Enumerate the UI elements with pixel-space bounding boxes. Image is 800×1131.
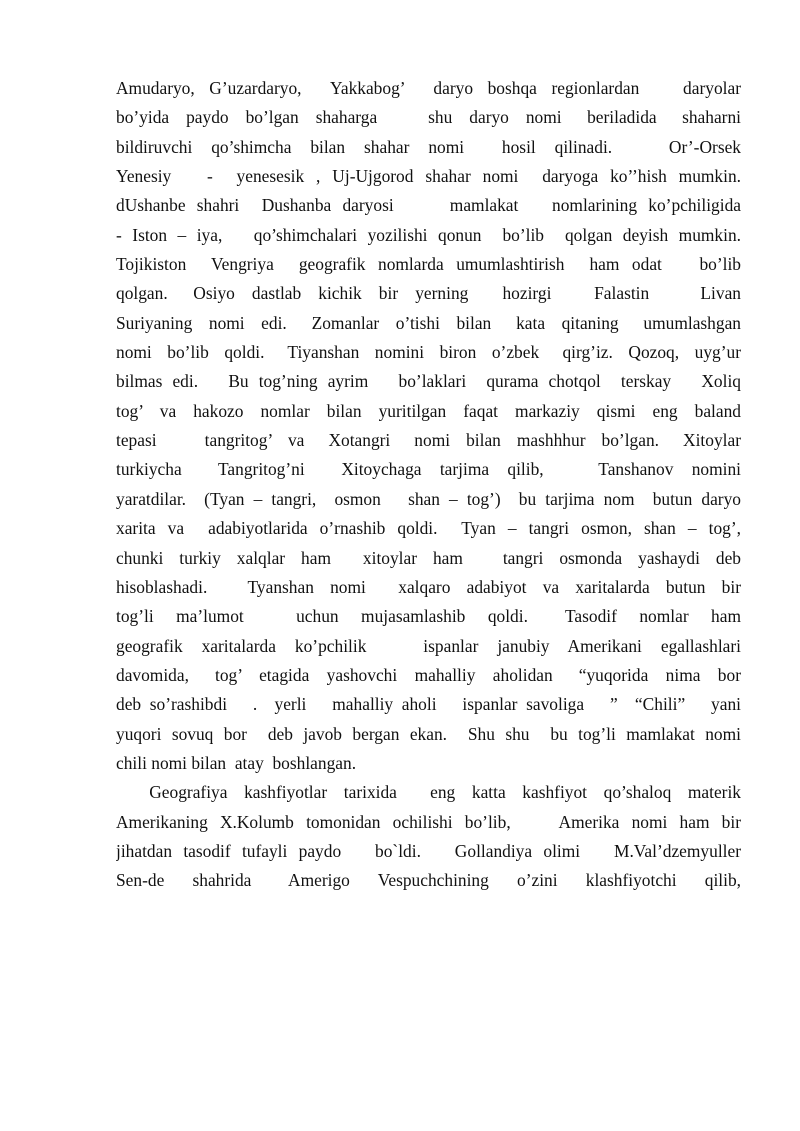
text-line: qolgan. Osiyo dastlab kichik bir yerning hozirgi Falastin Livan: [116, 283, 741, 304]
text-line: yuqori sovuq bor deb javob bergan ekan. Shu shu bu tog’li mamlakat nomi: [116, 723, 741, 744]
text-line: dUshanbe shahri Dushanba daryosi mamlakat nomlarining ko’pchiligida: [116, 195, 741, 216]
text-line: davomida, tog’ etagida yashovchi mahalliy aholidan “yuqorida nima bor: [116, 664, 741, 685]
text-line: Tojikiston Vengriya geografik nomlarda umumlashtirish ham odat bo’lib: [116, 254, 741, 275]
text-line: nomi bo’lib qoldi. Tiyanshan nomini biron o’zbek qirg’iz. Qozoq, uyg’ur: [116, 342, 741, 363]
text-line: deb so’rashibdi . yerli mahalliy aholi ispanlar savoliga ” “Chili” yani: [116, 694, 741, 715]
text-line: geografik xaritalarda ko’pchilik ispanlar janubiy Amerikani egallashlari: [116, 635, 741, 656]
text-line: Yenesiy - yenesesik , Uj-Ujgorod shahar nomi daryoga ko’’hish mumkin.: [116, 166, 741, 187]
text-line: bo’yida paydo bo’lgan shaharga shu daryo nomi beriladida shaharni: [116, 107, 741, 128]
text-line: tog’ va hakozo nomlar bilan yuritilgan faqat markaziy qismi eng baland: [116, 400, 741, 421]
text-line: Sen-de shahrida Amerigo Vespuchchining o’zini klashfiyotchi qilib,: [116, 870, 741, 891]
text-line: bildiruvchi qo’shimcha bilan shahar nomi hosil qilinadi. Or’-Orsek: [116, 136, 741, 157]
text-line: Amerikaning X.Kolumb tomonidan ochilishi bo’lib, Amerika nomi ham bir: [116, 811, 741, 832]
text-line: Amudaryo, G’uzardaryo, Yakkabog’ daryo boshqa regionlardan daryolar: [116, 78, 741, 98]
text-line: yaratdilar. (Tyan – tangri, osmon shan – tog’) bu tarjima nom butun daryo: [116, 488, 741, 509]
body-text: [116, 74, 741, 896]
text-line: tog’li ma’lumot uchun mujasamlashib qoldi. Tasodif nomlar ham: [116, 606, 741, 627]
text-line: turkiycha Tangritog’ni Xitoychaga tarjima qilib, Tanshanov nomini: [116, 459, 741, 480]
text-line: Suriyaning nomi edi. Zomanlar o’tishi bilan kata qitaning umumlashgan: [116, 312, 741, 333]
text-line: tepasi tangritog’ va Xotangri nomi bilan mashhhur bo’lgan. Xitoylar: [116, 430, 741, 451]
text-line: jihatdan tasodif tufayli paydo bo`ldi. Gollandiya olimi M.Val’dzemyuller: [116, 840, 741, 861]
text-line: hisoblashadi. Tyanshan nomi xalqaro adabiyot va xaritalarda butun bir: [116, 576, 741, 597]
text-line: - Iston – iya, qo’shimchalari yozilishi qonun bo’lib qolgan deyish mumkin.: [116, 224, 741, 245]
text-line: Geografiya kashfiyotlar tarixida eng katta kashfiyot qo’shaloq materik: [116, 782, 741, 803]
text-line: xarita va adabiyotlarida o’rnashib qoldi. Tyan – tangri osmon, shan – tog’,: [116, 518, 741, 539]
text-line: chunki turkiy xalqlar ham xitoylar ham tangri osmonda yashaydi deb: [116, 547, 741, 568]
text-line: bilmas edi. Bu tog’ning ayrim bo’laklari qurama chotqol terskay Xoliq: [116, 371, 741, 392]
paragraph-end-line: chili nomi bilan atay boshlangan.: [116, 752, 357, 773]
